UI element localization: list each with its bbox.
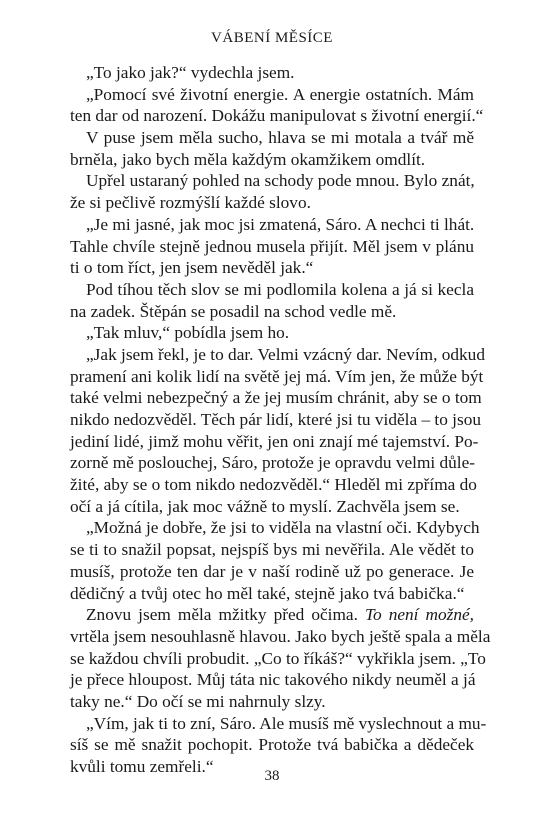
text-line: očí a já cítila, jak moc vážně to myslí. Zachvěla jsem se. xyxy=(70,496,460,516)
text-line: se každou chvíli probudit. „Co to říkáš?“ vykřikla jsem. „To xyxy=(70,648,486,668)
text-line: nikdo nedozvěděl. Těch pár lidí, které jsi tu viděla – to jsou xyxy=(70,410,481,429)
text-line: vrtěla jsem nesouhlasně hlavou. Jako bych ještě spala a měla xyxy=(70,626,491,646)
text-line: V puse jsem měla sucho, hlava se mi motala a tvář mě xyxy=(86,128,474,148)
text-line: „Jak jsem řekl, je to dar. Velmi vzácný dar. Nevím, odkud xyxy=(86,344,485,364)
text-line: dědičný a tvůj otec ho měl také, stejně jako tvá babička.“ xyxy=(70,583,465,603)
text-line: taky ne.“ Do očí se mi nahrnuly slzy. xyxy=(70,691,326,711)
text-line: „Je mi jasné, jak moc jsi zmatená, Sáro. A nechci ti lhát. xyxy=(86,214,475,234)
text-line: také velmi nebezpečný a že jej musím chránit, aby se o tom xyxy=(70,388,482,408)
text-line: kvůli tomu zemřeli.“ xyxy=(70,757,214,776)
text-line: je přece hloupost. Můj táta nic takového nikdy neuměl a já xyxy=(70,670,476,690)
text-line: Upřel ustaraný pohled na schody pode mnou. Bylo znát, xyxy=(86,171,475,191)
page-number: 38 xyxy=(264,768,280,784)
text-line: pramení ani kolik lidí na světě jej má. Vím jen, že může být xyxy=(70,366,484,386)
text-line: musíš, protože ten dar je v naší rodině už po generace. Je xyxy=(70,561,474,581)
text-line: zorně mě poslouchej, Sáro, protože je opravdu velmi důle- xyxy=(70,453,476,473)
text-line: ten dar od narození. Dokážu manipulovat s životní energií.“ xyxy=(70,106,484,126)
emphasis: To není možné, xyxy=(364,605,474,625)
body-text xyxy=(70,62,491,778)
text-line: se ti to snažil popsat, nejspíš bys mi nevěřila. Ale vědět to xyxy=(70,540,474,560)
text-line: brněla, jako bych měla každým okamžikem omdlít. xyxy=(70,149,426,169)
text-line: že si pečlivě rozmýšlí každé slovo. xyxy=(70,193,311,213)
text-line: žité, aby se o tom nikdo nedozvěděl.“ Hleděl mi zpříma do xyxy=(70,475,477,495)
text-line: „To jako jak?“ vydechla jsem. xyxy=(86,63,295,82)
text-line: síš se mě snažit pochopit. Protože tvá babička a dědeček xyxy=(70,735,474,755)
running-head: VÁBENÍ MĚSÍCE xyxy=(211,30,333,46)
text-line: Znovu jsem měla mžitky před očima. To není možné, xyxy=(86,605,474,625)
text-line: jediní lidé, jimž mohu věřit, jen oni znají mé tajemství. Po- xyxy=(70,431,479,451)
text-line: „Tak mluv,“ pobídla jsem ho. xyxy=(86,323,290,343)
text-line: „Možná je dobře, že jsi to viděla na vlastní oči. Kdybych xyxy=(86,518,480,538)
text-line: na zadek. Štěpán se posadil na schod vedle mě. xyxy=(70,301,397,321)
text-line: „Pomocí své životní energie. A energie ostatních. Mám xyxy=(86,84,474,104)
text-line: Tahle chvíle stejně jednou musela přijít. Měl jsem v plánu xyxy=(70,236,474,256)
text-line: „Vím, jak ti to zní, Sáro. Ale musíš mě vyslechnout a mu- xyxy=(86,713,487,733)
text-line: Pod tíhou těch slov se mi podlomila kolena a já si kecla xyxy=(86,279,474,299)
text-line: ti o tom říct, jen jsem nevěděl jak.“ xyxy=(70,258,314,278)
